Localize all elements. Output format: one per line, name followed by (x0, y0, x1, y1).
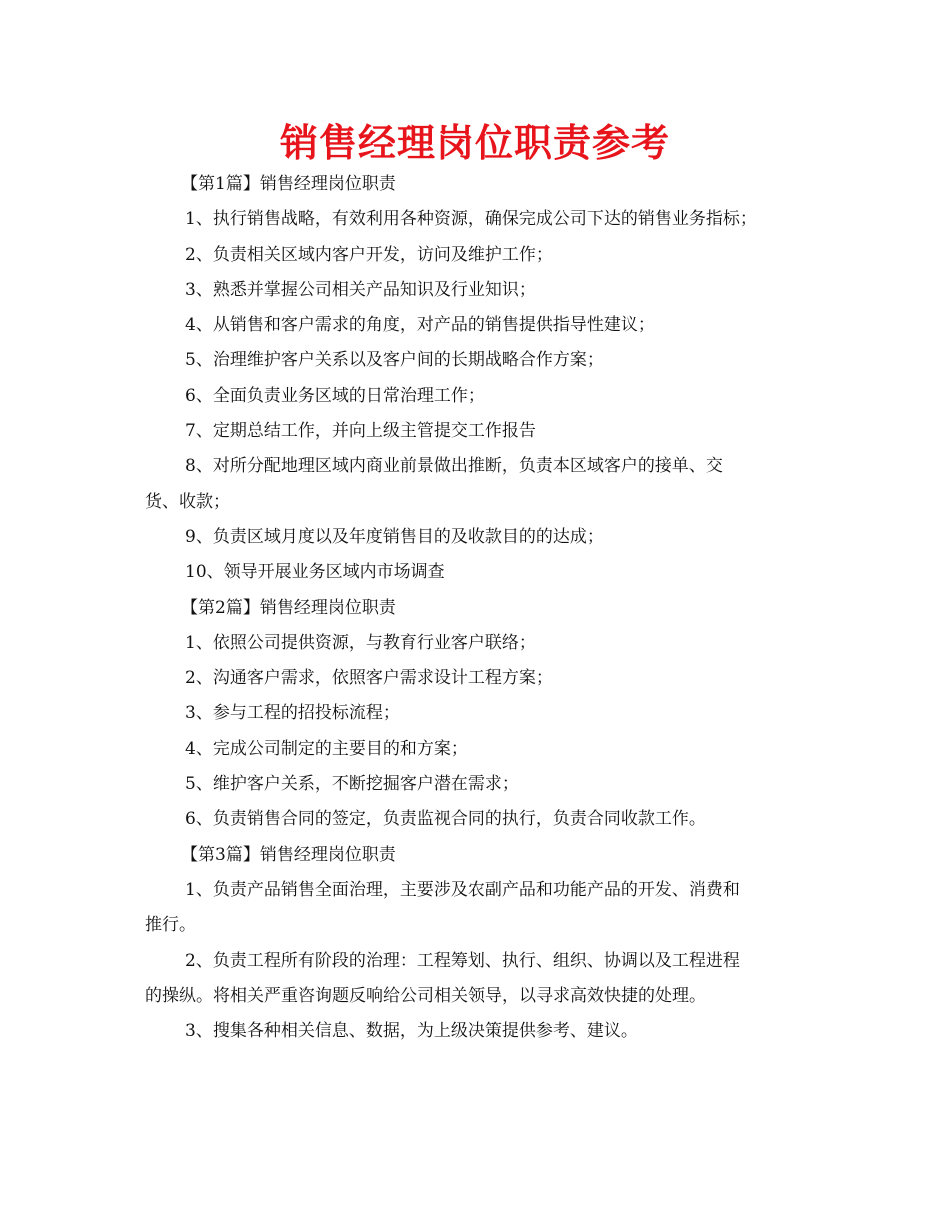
list-item: 7、定期总结工作，并向上级主管提交工作报告 (185, 421, 536, 442)
section-heading: 【第2篇】销售经理岗位职责 (181, 597, 396, 618)
list-item: 4、完成公司制定的主要目的和方案； (185, 738, 468, 759)
list-item: 5、治理维护客户关系以及客户间的长期战略合作方案； (185, 350, 604, 371)
list-item-continuation: 的操纵。将相关严重咨询题反响给公司相关领导，以寻求高效快捷的处理。 (145, 985, 706, 1006)
section-heading: 【第3篇】销售经理岗位职责 (181, 844, 396, 865)
list-item: 5、维护客户关系，不断挖掘客户潜在需求； (185, 774, 519, 795)
document-title: 销售经理岗位职责参考 (279, 121, 670, 165)
list-item: 3、搜集各种相关信息、数据，为上级决策提供参考、建议。 (185, 1021, 638, 1042)
list-item-continuation: 推行。 (145, 915, 196, 936)
list-item-continuation: 货、收款； (145, 491, 230, 512)
list-item: 1、依照公司提供资源，与教育行业客户联络； (185, 632, 536, 653)
list-item: 1、执行销售战略，有效利用各种资源，确保完成公司下达的销售业务指标； (185, 209, 757, 230)
list-item: 1、负责产品销售全面治理，主要涉及农副产品和功能产品的开发、消费和 (185, 879, 740, 900)
list-item: 10、领导开展业务区域内市场调查 (185, 562, 445, 583)
document-body (145, 167, 805, 1049)
list-item: 6、负责销售合同的签定，负责监视合同的执行，负责合同收款工作。 (185, 809, 706, 830)
section-heading: 【第1篇】销售经理岗位职责 (181, 174, 396, 194)
list-item: 6、全面负责业务区域的日常治理工作； (185, 385, 485, 406)
list-item: 2、负责工程所有阶段的治理：工程筹划、执行、组织、协调以及工程进程 (185, 950, 740, 971)
list-item: 2、负责相关区域内客户开发，访问及维护工作； (185, 244, 553, 265)
list-item: 3、参与工程的招投标流程； (185, 703, 400, 724)
list-item: 2、沟通客户需求，依照客户需求设计工程方案； (185, 668, 553, 689)
list-item: 9、负责区域月度以及年度销售目的及收款目的的达成； (185, 526, 604, 547)
list-item: 4、从销售和客户需求的角度，对产品的销售提供指导性建议； (185, 315, 655, 336)
list-item: 8、对所分配地理区域内商业前景做出推断，负责本区域客户的接单、交 (185, 456, 723, 477)
list-item: 3、熟悉并掌握公司相关产品知识及行业知识； (185, 279, 536, 300)
